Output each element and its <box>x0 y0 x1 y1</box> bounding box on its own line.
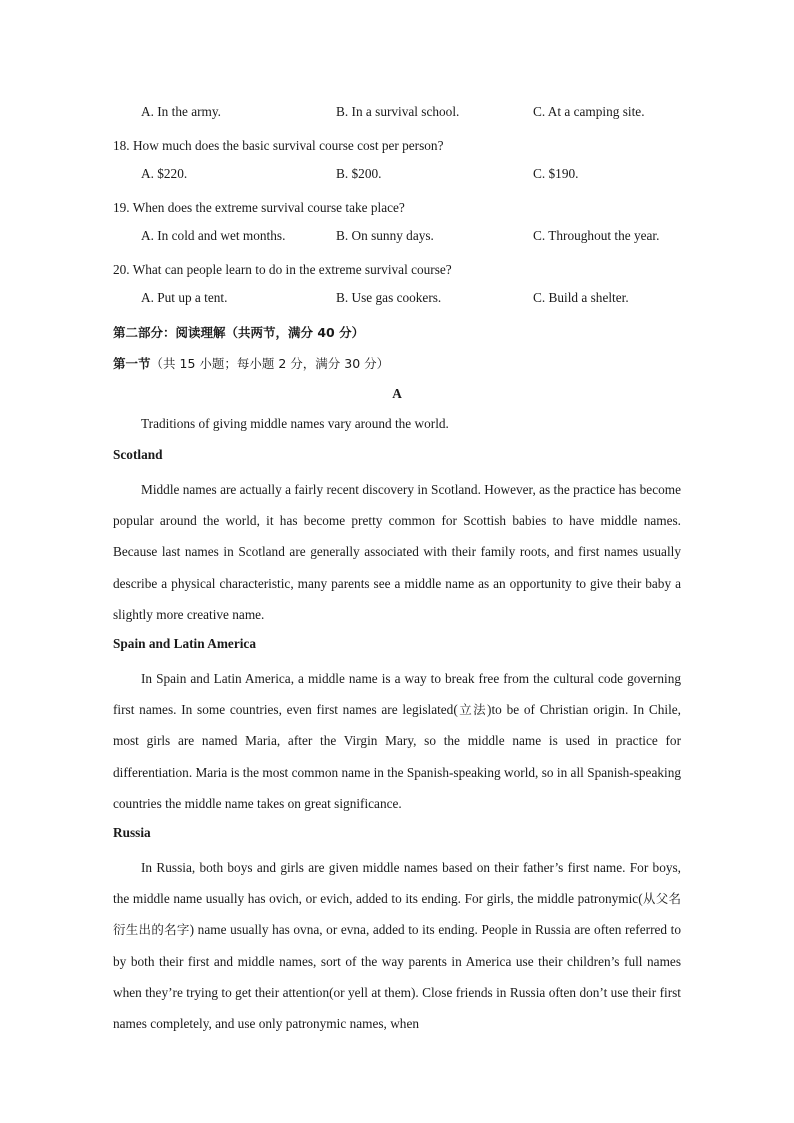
section-one-heading <box>113 351 681 382</box>
q20-question: 20. What can people learn to do in the extreme survival course? <box>113 262 452 277</box>
spain-text-part-2: )to be of Christian origin. In Chile, most girls are named Maria, after the Virgin Mary, so the middle name is used in practice for differentiation. Maria is the most common name in the Spanish-speaking world, so in all Spanish-speaking countries the middle name takes on great significance. <box>113 702 681 811</box>
part-two-title: 第二部分：阅读理解（共两节，满分 40 分） <box>113 325 365 340</box>
spain-paragraph <box>113 663 681 819</box>
spain-text-part-1: In Spain and Latin America, a middle name is a way to break free from the cultural code governing first names. In some countries, even first names are legislated( <box>113 671 681 718</box>
q20-options <box>113 289 681 320</box>
q20-option-a[interactable]: A. Put up a tent. <box>141 290 228 305</box>
q19-options <box>113 227 681 258</box>
q17-option-c[interactable]: C. At a camping site. <box>533 104 645 119</box>
passage-letter: A <box>392 386 402 401</box>
q17-options <box>113 103 681 134</box>
russia-chinese-gloss: 从父名衍生出的名字 <box>113 891 681 938</box>
russia-paragraph <box>113 852 681 1039</box>
spain-heading: Spain and Latin America <box>113 636 256 652</box>
scotland-heading: Scotland <box>113 447 163 462</box>
russia-text-part-1: In Russia, both boys and girls are given middle names based on their father’s first name. For boys, the middle name usually has ovich, or evich, added to its ending. For girls, the middle patronymic( <box>113 860 681 907</box>
russia-text-part-2: ) name usually has ovna, or evna, added to its ending. People in Russia are often referred to by both their first and middle names, sort of the way parents in America use their children’s full names when they’re trying to get their attention(or yell at them). Close friends in Russia often don’t use their first names completely, and use only patronymic names, when <box>113 922 681 1032</box>
scotland-paragraph: Middle names are actually a fairly recent discovery in Scotland. However, as the practice has become popular around the world, it has become pretty common for Scottish babies to have middle names. Because last names in Scotland are generally associated with their family roots, and first names usually describe a physical characteristic, many parents see a middle name as an opportunity to give their baby a slightly more creative name. <box>113 482 681 622</box>
q18-option-a[interactable]: A. $220. <box>141 166 188 181</box>
q17-option-b[interactable]: B. In a survival school. <box>336 104 460 119</box>
section-one-label: 第一节 <box>113 356 151 371</box>
section-one-note: （共 15 小题；每小题 2 分，满分 30 分） <box>150 356 390 371</box>
q19-question: 19. When does the extreme survival course take place? <box>113 200 405 215</box>
passage-intro: Traditions of giving middle names vary around the world. <box>141 416 449 431</box>
q18-option-b[interactable]: B. $200. <box>336 166 382 181</box>
q17-option-a[interactable]: A. In the army. <box>141 104 222 119</box>
q18-option-c[interactable]: C. $190. <box>533 166 579 181</box>
q18-question: 18. How much does the basic survival course cost per person? <box>113 138 444 153</box>
russia-heading: Russia <box>113 825 151 841</box>
exam-page <box>113 103 681 1039</box>
q20-option-b[interactable]: B. Use gas cookers. <box>336 290 442 305</box>
q19-option-c[interactable]: C. Throughout the year. <box>533 228 660 243</box>
q20-option-c[interactable]: C. Build a shelter. <box>533 290 629 305</box>
q18-options <box>113 165 681 196</box>
q19-option-a[interactable]: A. In cold and wet months. <box>141 228 286 243</box>
q19-option-b[interactable]: B. On sunny days. <box>336 228 434 243</box>
spain-chinese-gloss: 立法 <box>457 702 488 718</box>
